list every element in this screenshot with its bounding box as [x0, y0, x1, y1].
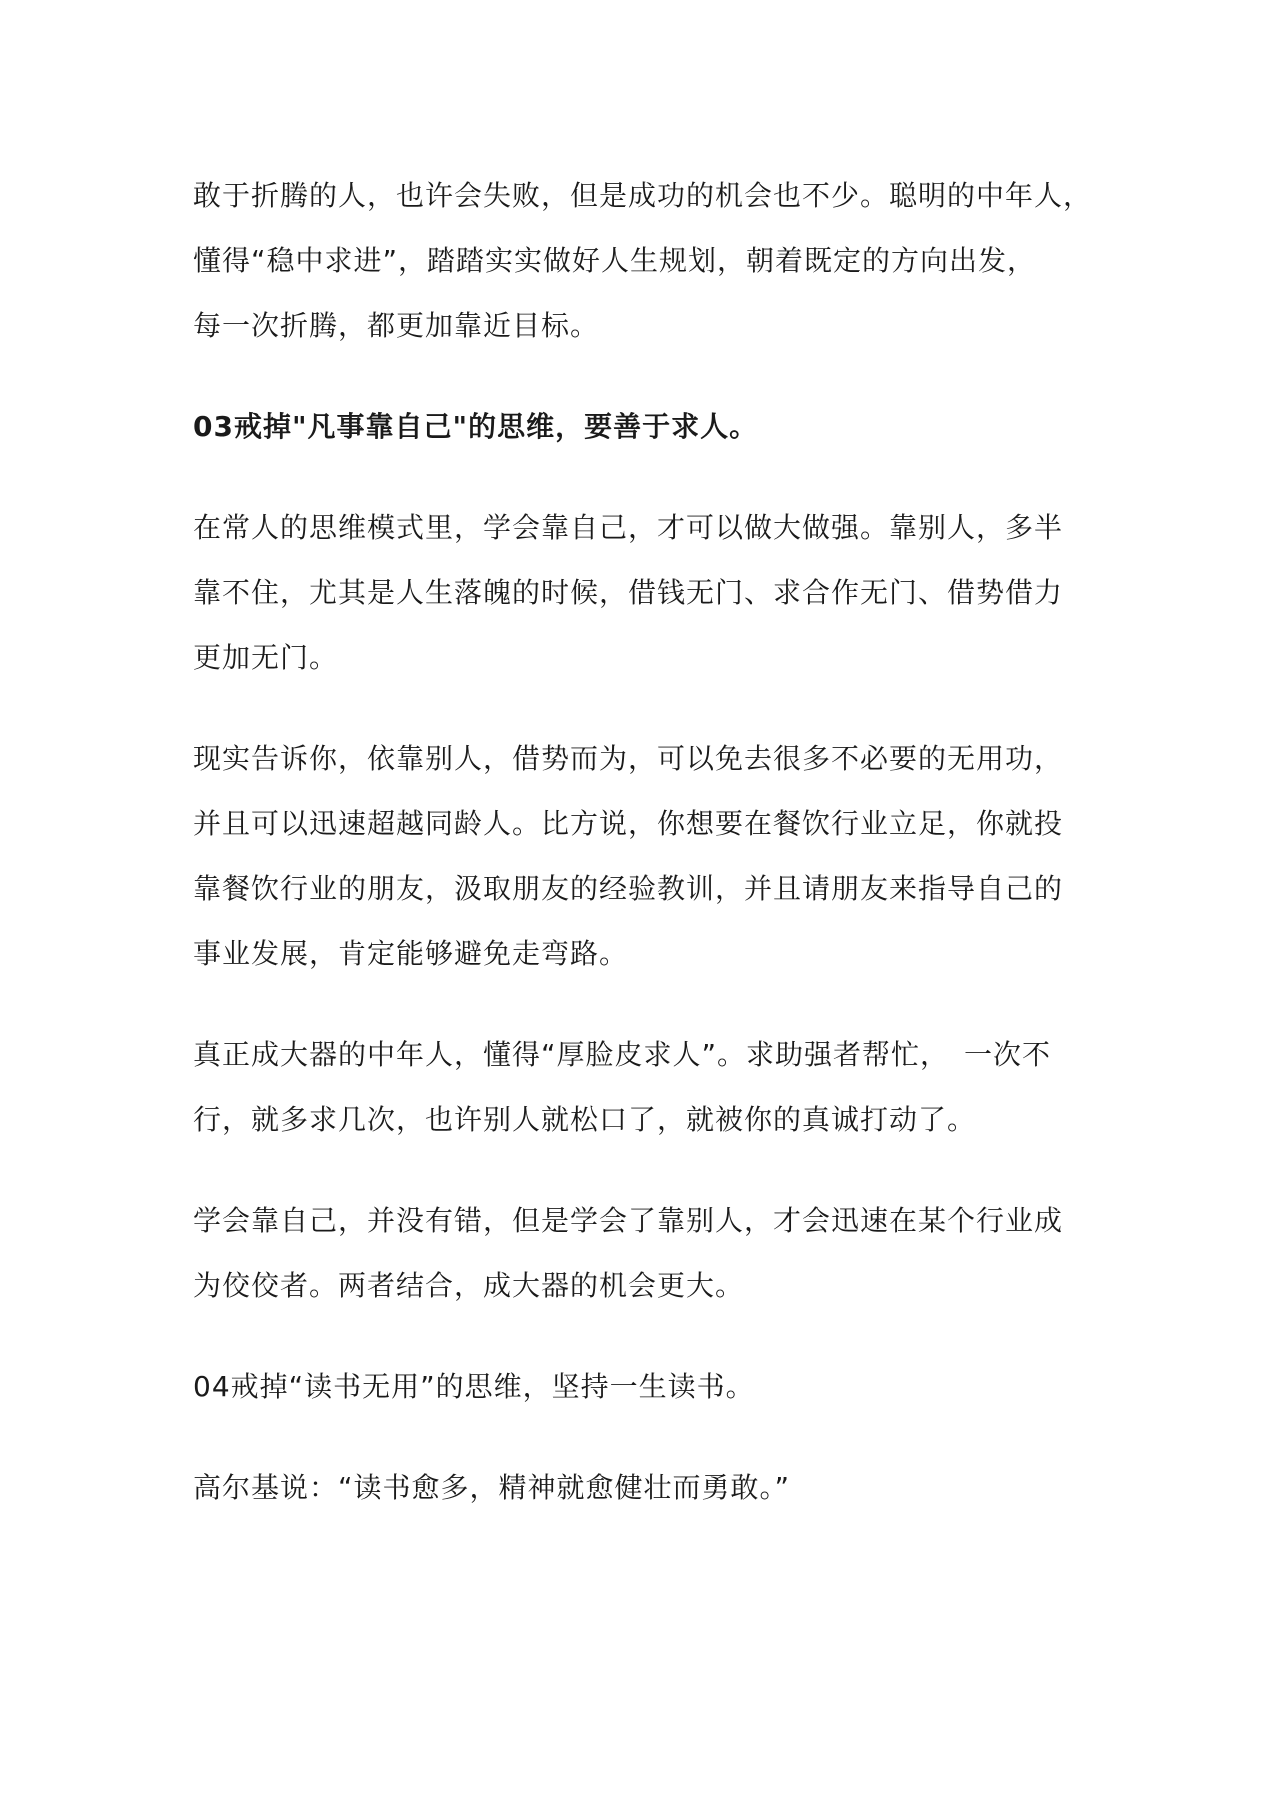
- paragraph-reality: [193, 726, 1093, 986]
- paragraph-quote: [193, 1455, 1093, 1520]
- text-line: 更加无门。: [193, 641, 339, 674]
- text-line: 靠餐饮行业的朋友，汲取朋友的经验教训，并且请朋友来指导自己的: [193, 872, 1064, 905]
- text-line: 靠不住，尤其是人生落魄的时候，借钱无门、求合作无门、借势借力: [193, 576, 1064, 609]
- text-line: 敢于折腾的人，也许会失败，但是成功的机会也不少。聪明的中年人，: [193, 179, 1093, 212]
- text-line: 学会靠自己，并没有错，但是学会了靠别人，才会迅速在某个行业成: [193, 1204, 1064, 1237]
- text-line: 懂得“稳中求进”，踏踏实实做好人生规划，朝着既定的方向出发，: [193, 244, 1037, 277]
- paragraph-thick-skin: [193, 1022, 1093, 1152]
- document-body: [193, 163, 1093, 1556]
- text-line: 在常人的思维模式里，学会靠自己，才可以做大做强。靠别人，多半: [193, 511, 1064, 544]
- text-line: 行，就多求几次，也许别人就松口了，就被你的真诚打动了。: [193, 1103, 977, 1136]
- text-line: 真正成大器的中年人，懂得“厚脸皮求人”。求助强者帮忙， 一次不: [193, 1038, 1052, 1071]
- paragraph-combine: [193, 1188, 1093, 1318]
- text-line: 并且可以迅速超越同龄人。比方说，你想要在餐饮行业立足，你就投: [193, 807, 1064, 840]
- text-line: 为佼佼者。两者结合，成大器的机会更大。: [193, 1269, 745, 1302]
- section-heading-04: 04戒掉“读书无用”的思维，坚持一生读书。: [193, 1370, 755, 1403]
- paragraph-common-thinking: [193, 495, 1093, 690]
- text-line: 现实告诉你，依靠别人，借势而为，可以免去很多不必要的无用功，: [193, 742, 1064, 775]
- text-line: 事业发展，肯定能够避免走弯路。: [193, 937, 629, 970]
- text-line: 高尔基说：“读书愈多，精神就愈健壮而勇敢。”: [193, 1471, 791, 1504]
- paragraph-intro: [193, 163, 1093, 358]
- section-heading-03: 03戒掉"凡事靠自己"的思维，要善于求人。: [193, 410, 759, 443]
- text-line: 每一次折腾，都更加靠近目标。: [193, 309, 600, 342]
